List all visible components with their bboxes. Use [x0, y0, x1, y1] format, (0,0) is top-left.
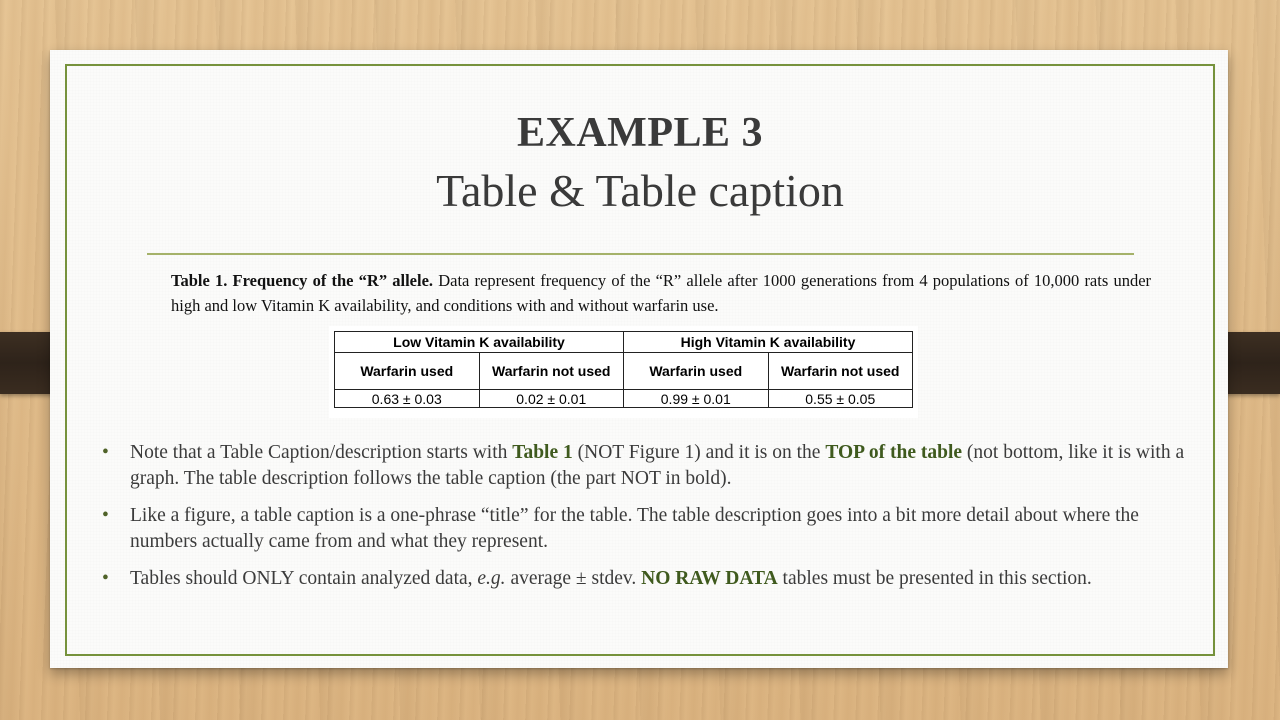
caption-label: Table 1. Frequency of the “R” allele.	[171, 271, 434, 290]
group-header-high-vitamin-k: High Vitamin K availability	[624, 332, 913, 353]
bullet-text: tables must be presented in this section.	[777, 568, 1092, 589]
table-group-header-row	[335, 332, 913, 353]
table-column-header-row	[335, 353, 913, 390]
list-item	[102, 503, 1187, 555]
list-item	[102, 440, 1187, 492]
title-line-1: EXAMPLE 3	[517, 110, 763, 156]
column-header: Warfarin used	[335, 353, 480, 390]
bullet-text: (NOT Figure 1) and it is on the	[572, 442, 826, 463]
bullet-icon: •	[102, 568, 109, 589]
table-cell: 0.63 ± 0.03	[335, 390, 480, 408]
notes-list	[102, 440, 1187, 603]
highlight-text: NO RAW DATA	[641, 568, 778, 589]
bullet-text: Like a figure, a table caption is a one-phrase “title” for the table. The table description goes into a bit more detail about where the numbers actually came from and what they represent.	[130, 505, 1139, 552]
bullet-icon: •	[102, 505, 109, 526]
table-cell: 0.02 ± 0.01	[479, 390, 624, 408]
list-item	[102, 566, 1187, 592]
column-header: Warfarin used	[624, 353, 769, 390]
data-table	[334, 331, 913, 408]
table-row	[335, 390, 913, 408]
table-image	[329, 326, 918, 418]
column-header: Warfarin not used	[479, 353, 624, 390]
highlight-text: Table 1	[512, 442, 573, 463]
bullet-text: average ± stdev.	[505, 568, 642, 589]
title-line-2: Table & Table caption	[436, 165, 844, 216]
highlight-text: TOP of the table	[825, 442, 963, 463]
caption-description: Data represent frequency of the “R” allele after 1000 generations from 4 populations of 10,000 rats under high and low Vitamin K availability, and conditions with and without warfarin use.	[171, 271, 1152, 315]
title-divider	[147, 253, 1134, 255]
slide-title	[65, 112, 1215, 214]
table-cell: 0.55 ± 0.05	[768, 390, 913, 408]
italic-text: e.g.	[477, 568, 506, 589]
bullet-text: Tables should ONLY contain analyzed data,	[130, 568, 478, 589]
bullet-icon: •	[102, 442, 109, 463]
table-caption	[171, 268, 1151, 318]
bullet-text: (not bottom, like it is with a graph. The table description follows the table caption (the part NOT in bold).	[130, 442, 1185, 489]
group-header-low-vitamin-k: Low Vitamin K availability	[335, 332, 624, 353]
table-cell: 0.99 ± 0.01	[624, 390, 769, 408]
column-header: Warfarin not used	[768, 353, 913, 390]
bullet-text: Note that a Table Caption/description starts with	[130, 442, 513, 463]
